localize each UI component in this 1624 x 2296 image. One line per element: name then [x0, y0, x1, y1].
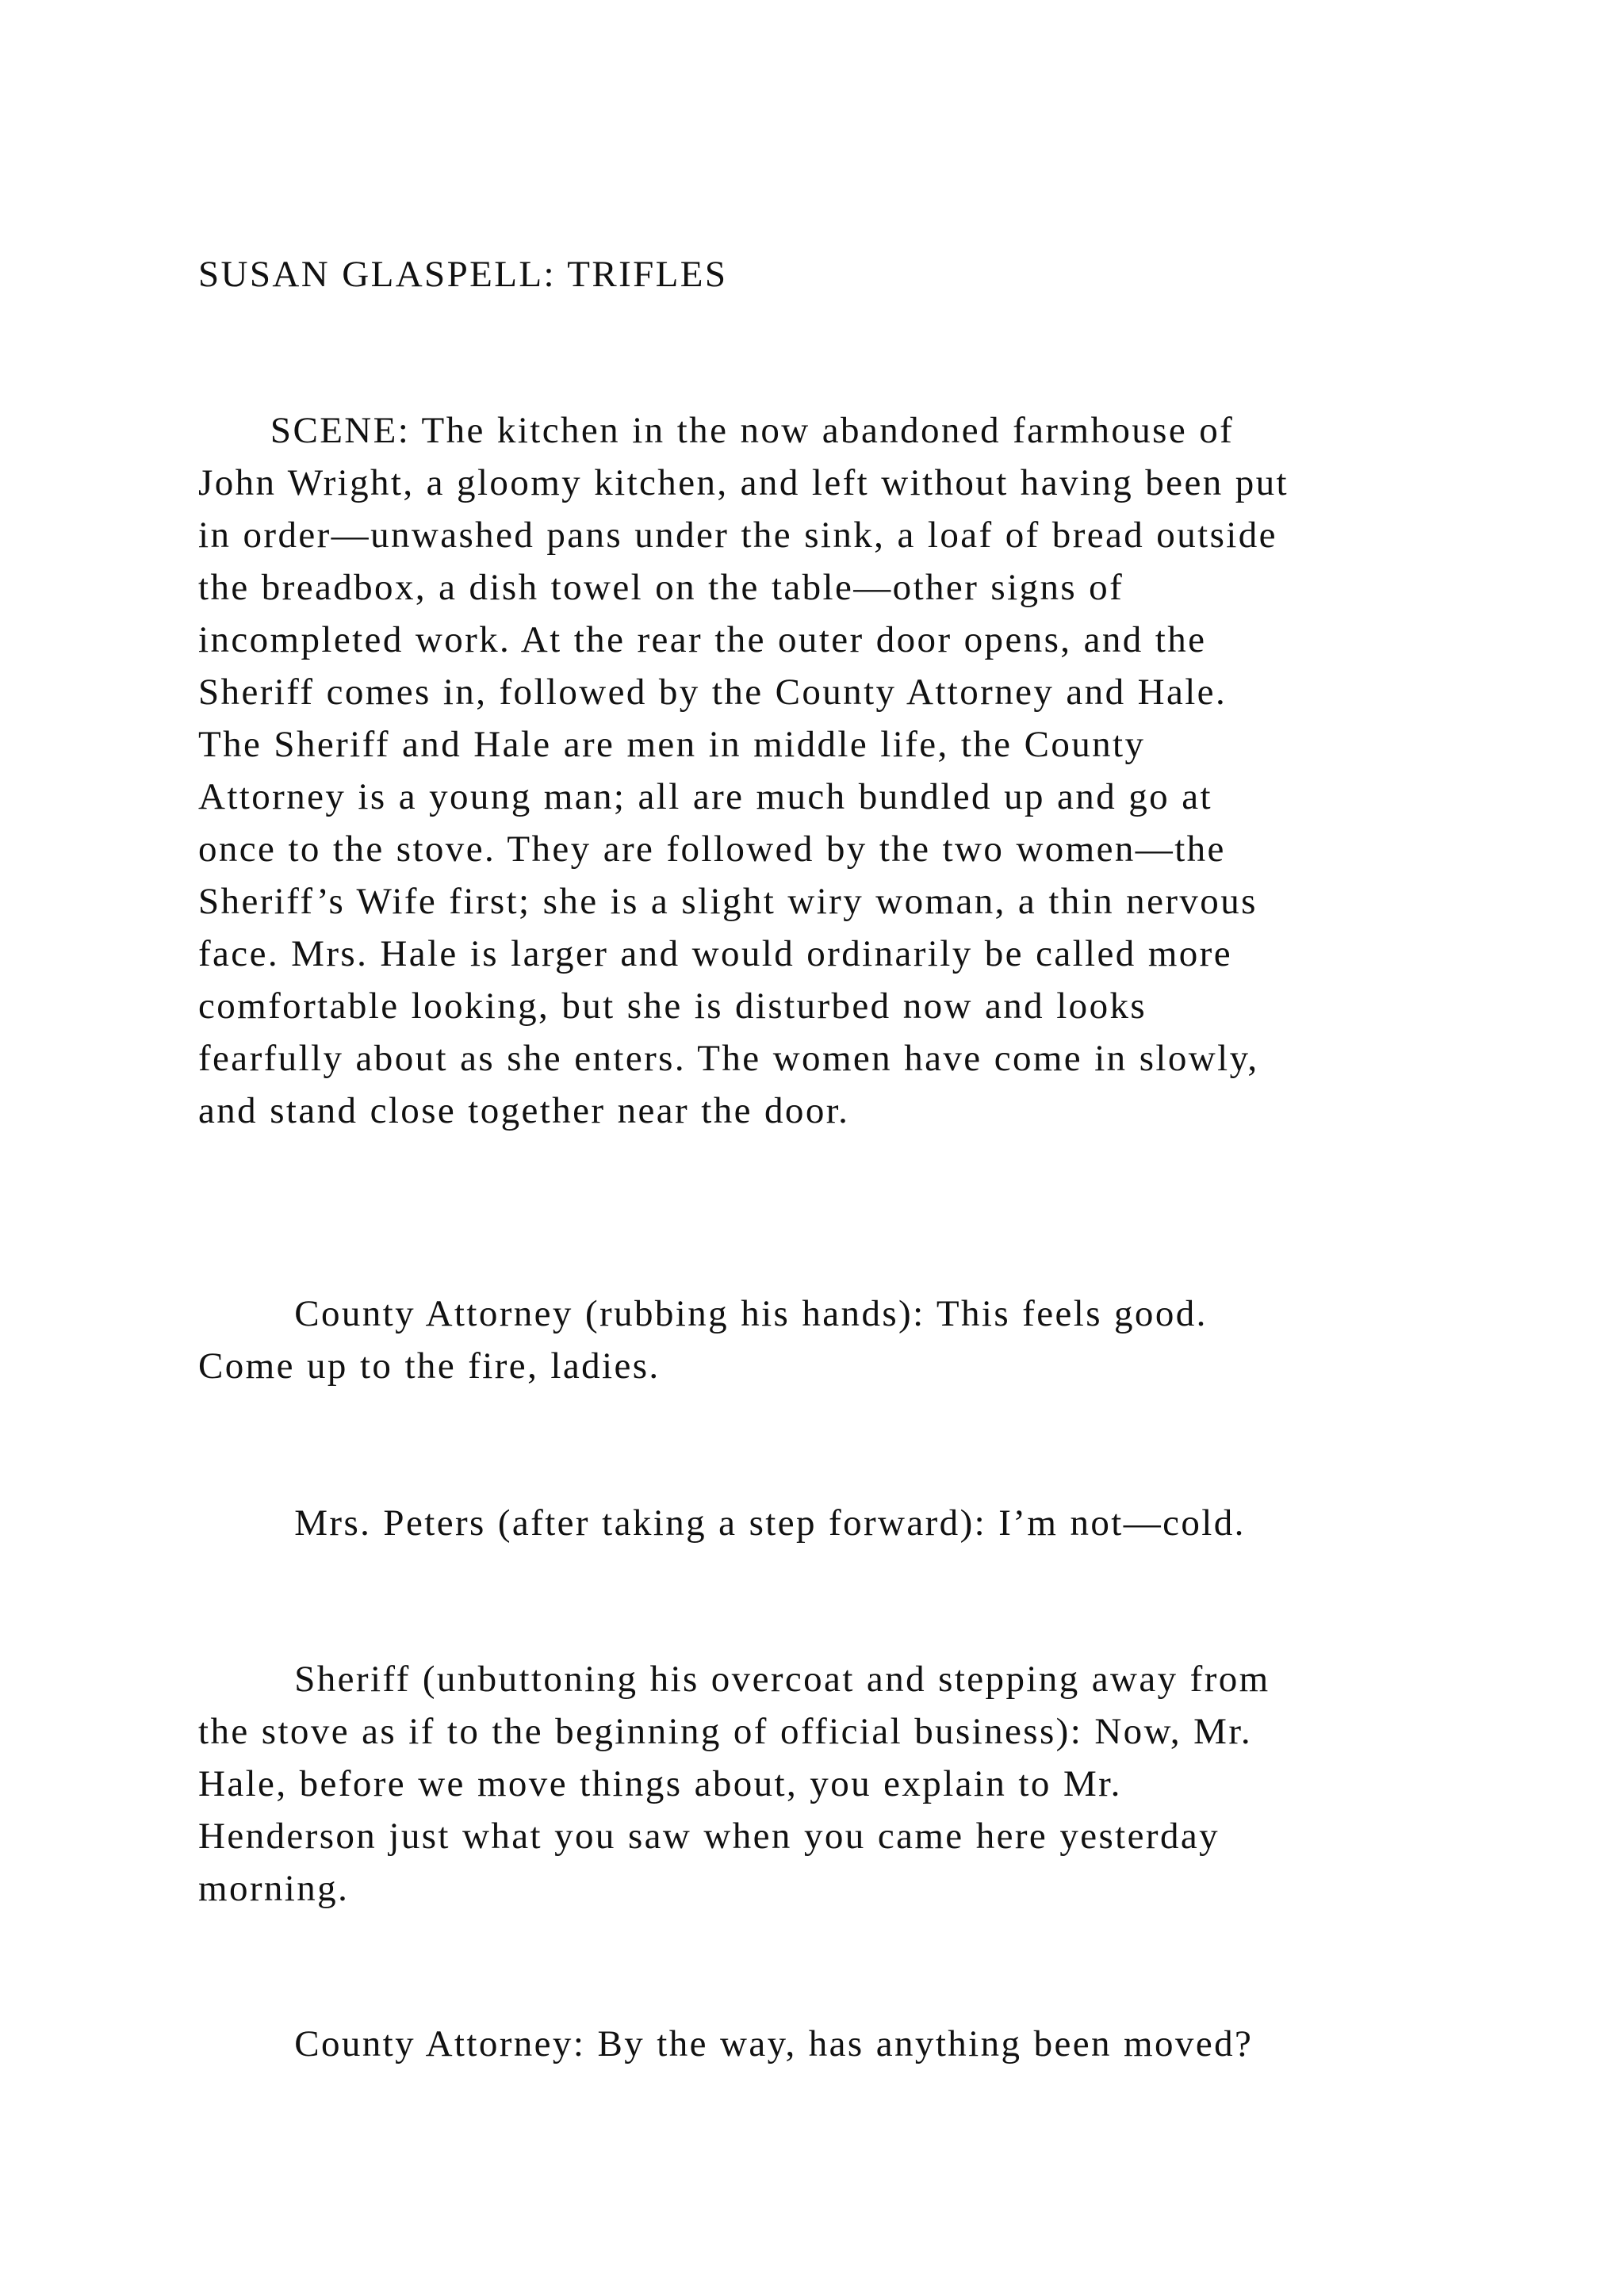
scene-line: John Wright, a gloomy kitchen, and left without having been put — [198, 462, 1289, 503]
scene-line: Sheriff comes in, followed by the County Attorney and Hale. — [198, 672, 1228, 713]
dialogue-line: morning. — [198, 1868, 350, 1909]
title-text: SUSAN GLASPELL: TRIFLES — [198, 254, 728, 295]
dialogue-sheriff — [198, 1653, 1467, 1915]
scene-line: Attorney is a young man; all are much bundled up and go at — [198, 776, 1212, 817]
dialogue-line: County Attorney (rubbing his hands): This feels good. — [198, 1293, 1208, 1334]
scene-line: face. Mrs. Hale is larger and would ordinarily be called more — [198, 933, 1232, 974]
scene-line: comfortable looking, but she is disturbed now and looks — [198, 985, 1147, 1027]
dialogue-mrs-peters — [198, 1497, 1467, 1549]
dialogue-line: County Attorney: By the way, has anything been moved? — [198, 2023, 1254, 2064]
scene-line: once to the stove. They are followed by the two women—the — [198, 828, 1226, 870]
scene-description — [198, 404, 1467, 1137]
dialogue-line: Sheriff (unbuttoning his overcoat and stepping away from — [198, 1659, 1270, 1700]
dialogue-county-attorney-2 — [198, 2018, 1467, 2070]
dialogue-line: Henderson just what you saw when you came here yesterday — [198, 1816, 1220, 1857]
scene-line: and stand close together near the door. — [198, 1090, 850, 1131]
dialogue-line: Come up to the fire, ladies. — [198, 1345, 661, 1387]
document-title — [198, 248, 1467, 300]
dialogue-line: Mrs. Peters (after taking a step forward): I’m not—cold. — [198, 1502, 1246, 1544]
scene-line: incompleted work. At the rear the outer door opens, and the — [198, 619, 1207, 660]
dialogue-line: the stove as if to the beginning of official business): Now, Mr. — [198, 1711, 1252, 1752]
scene-line: SCENE: The kitchen in the now abandoned farmhouse of — [198, 410, 1235, 451]
dialogue-county-attorney-1 — [198, 1288, 1467, 1392]
scene-line: Sheriff’s Wife first; she is a slight wiry woman, a thin nervous — [198, 881, 1258, 922]
scene-line: fearfully about as she enters. The women have come in slowly, — [198, 1038, 1259, 1079]
scene-line: the breadbox, a dish towel on the table—other signs of — [198, 567, 1124, 608]
dialogue-line: Hale, before we move things about, you explain to Mr. — [198, 1763, 1122, 1804]
scene-line: The Sheriff and Hale are men in middle life, the County — [198, 724, 1146, 765]
scene-line: in order—unwashed pans under the sink, a loaf of bread outside — [198, 515, 1277, 556]
